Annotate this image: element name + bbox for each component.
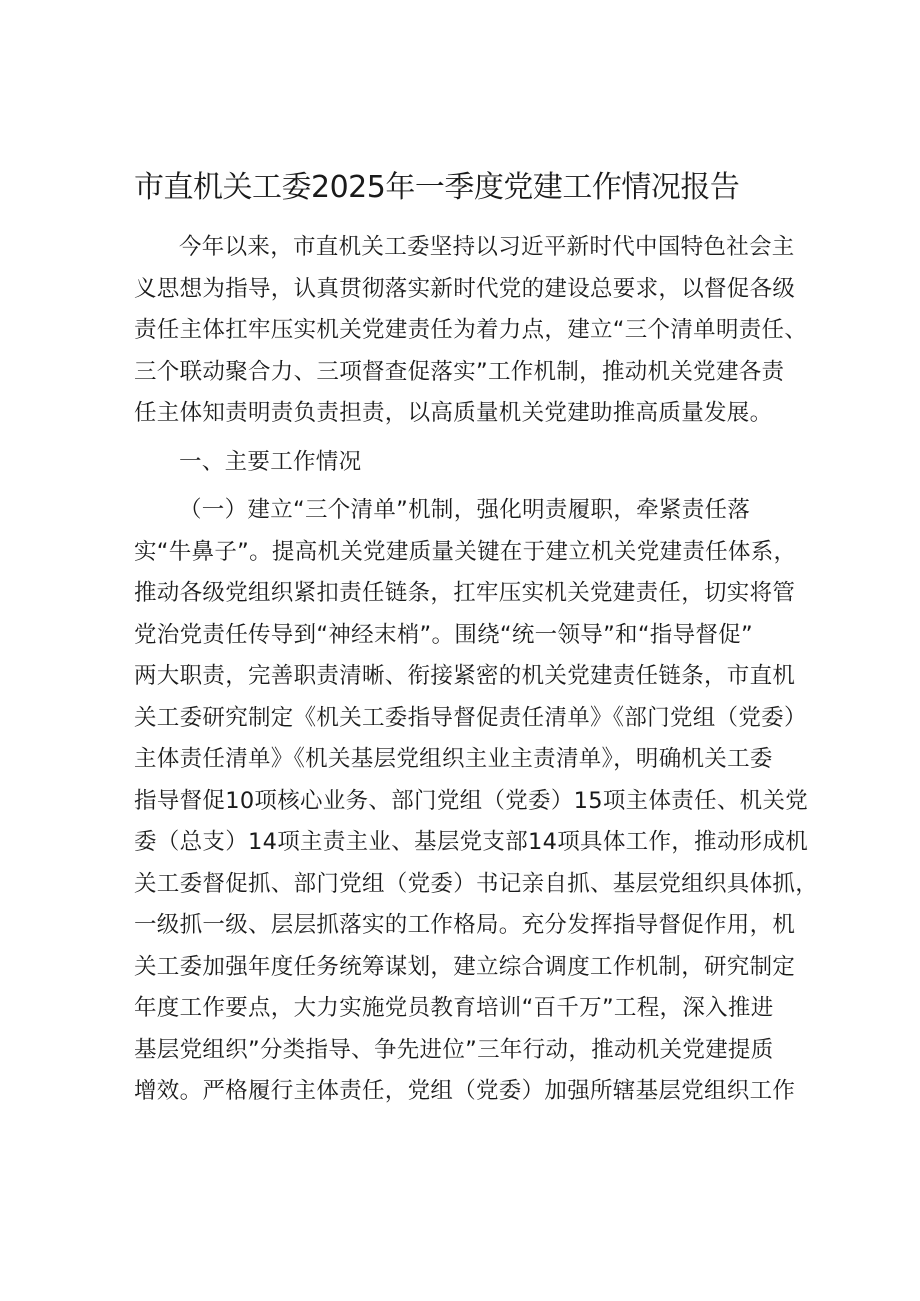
paragraph-line: 基层党组织”分类指导、争先进位”三年行动，推动机关党建提质 bbox=[134, 1036, 774, 1063]
section-heading-text: 一、主要工作情况 bbox=[179, 449, 362, 475]
paragraph-line: 任主体知责明责负责担责，以高质量机关党建助推高质量发展。 bbox=[134, 400, 773, 426]
paragraph-line: 关工委督促抓、部门党组（党委）书记亲自抓、基层党组织具体抓， bbox=[134, 870, 819, 897]
document-title: 市直机关工委2025年一季度党建工作情况报告 bbox=[134, 170, 740, 205]
paragraph-line: 实“牛鼻子”。提高机关党建质量关键在于建立机关党建责任体系， bbox=[134, 538, 797, 565]
paragraph-line: 年度工作要点，大力实施党员教育培训“百千万”工程，深入推进 bbox=[134, 995, 774, 1021]
paragraph-line: 一级抓一级、层层抓落实的工作格局。充分发挥指导督促作用，机 bbox=[134, 912, 796, 938]
paragraph-line: 党治党责任传导到“神经末梢”。围绕“统一领导”和“指导督促” bbox=[134, 621, 753, 648]
paragraph-line: 两大职责，完善职责清晰、衔接紧密的机关党建责任链条，市直机 bbox=[134, 663, 796, 689]
paragraph-line: 今年以来，市直机关工委坚持以习近平新时代中国特色社会主 bbox=[179, 234, 795, 260]
paragraph-line: （一）建立“三个清单”机制，强化明责履职，牵紧责任落 bbox=[179, 497, 751, 523]
paragraph-line: 三个联动聚合力、三项督查促落实”工作机制，推动机关党建各责 bbox=[134, 358, 785, 385]
section1-paragraph bbox=[134, 490, 819, 1113]
paragraph-line: 义思想为指导，认真贯彻落实新时代党的建设总要求，以督促各级 bbox=[134, 275, 796, 302]
paragraph-line: 增效。严格履行主体责任，党组（党委）加强所辖基层党组织工作 bbox=[134, 1078, 796, 1104]
paragraph-line: 推动各级党组织紧扣责任链条，扛牢压实机关党建责任，切实将管 bbox=[134, 580, 796, 606]
paragraph-line: 指导督促10项核心业务、部门党组（党委）15项主体责任、机关党 bbox=[134, 787, 809, 814]
paragraph-line: 关工委研究制定《机关工委指导督促责任清单》《部门党组（党委） bbox=[134, 704, 807, 731]
paragraph-line: 主体责任清单》《机关基层党组织主业主责清单》，明确机关工委 bbox=[134, 746, 773, 772]
paragraph-line: 责任主体扛牢压实机关党建责任为着力点，建立“三个清单明责任、 bbox=[134, 317, 808, 343]
paragraph-line: 委（总支）14项主责主业、基层党支部14项具体工作，推动形成机 bbox=[134, 829, 809, 855]
intro-paragraph bbox=[134, 227, 808, 435]
paragraph-line: 关工委加强年度任务统筹谋划，建立综合调度工作机制，研究制定 bbox=[134, 953, 796, 980]
section-heading bbox=[134, 442, 798, 484]
